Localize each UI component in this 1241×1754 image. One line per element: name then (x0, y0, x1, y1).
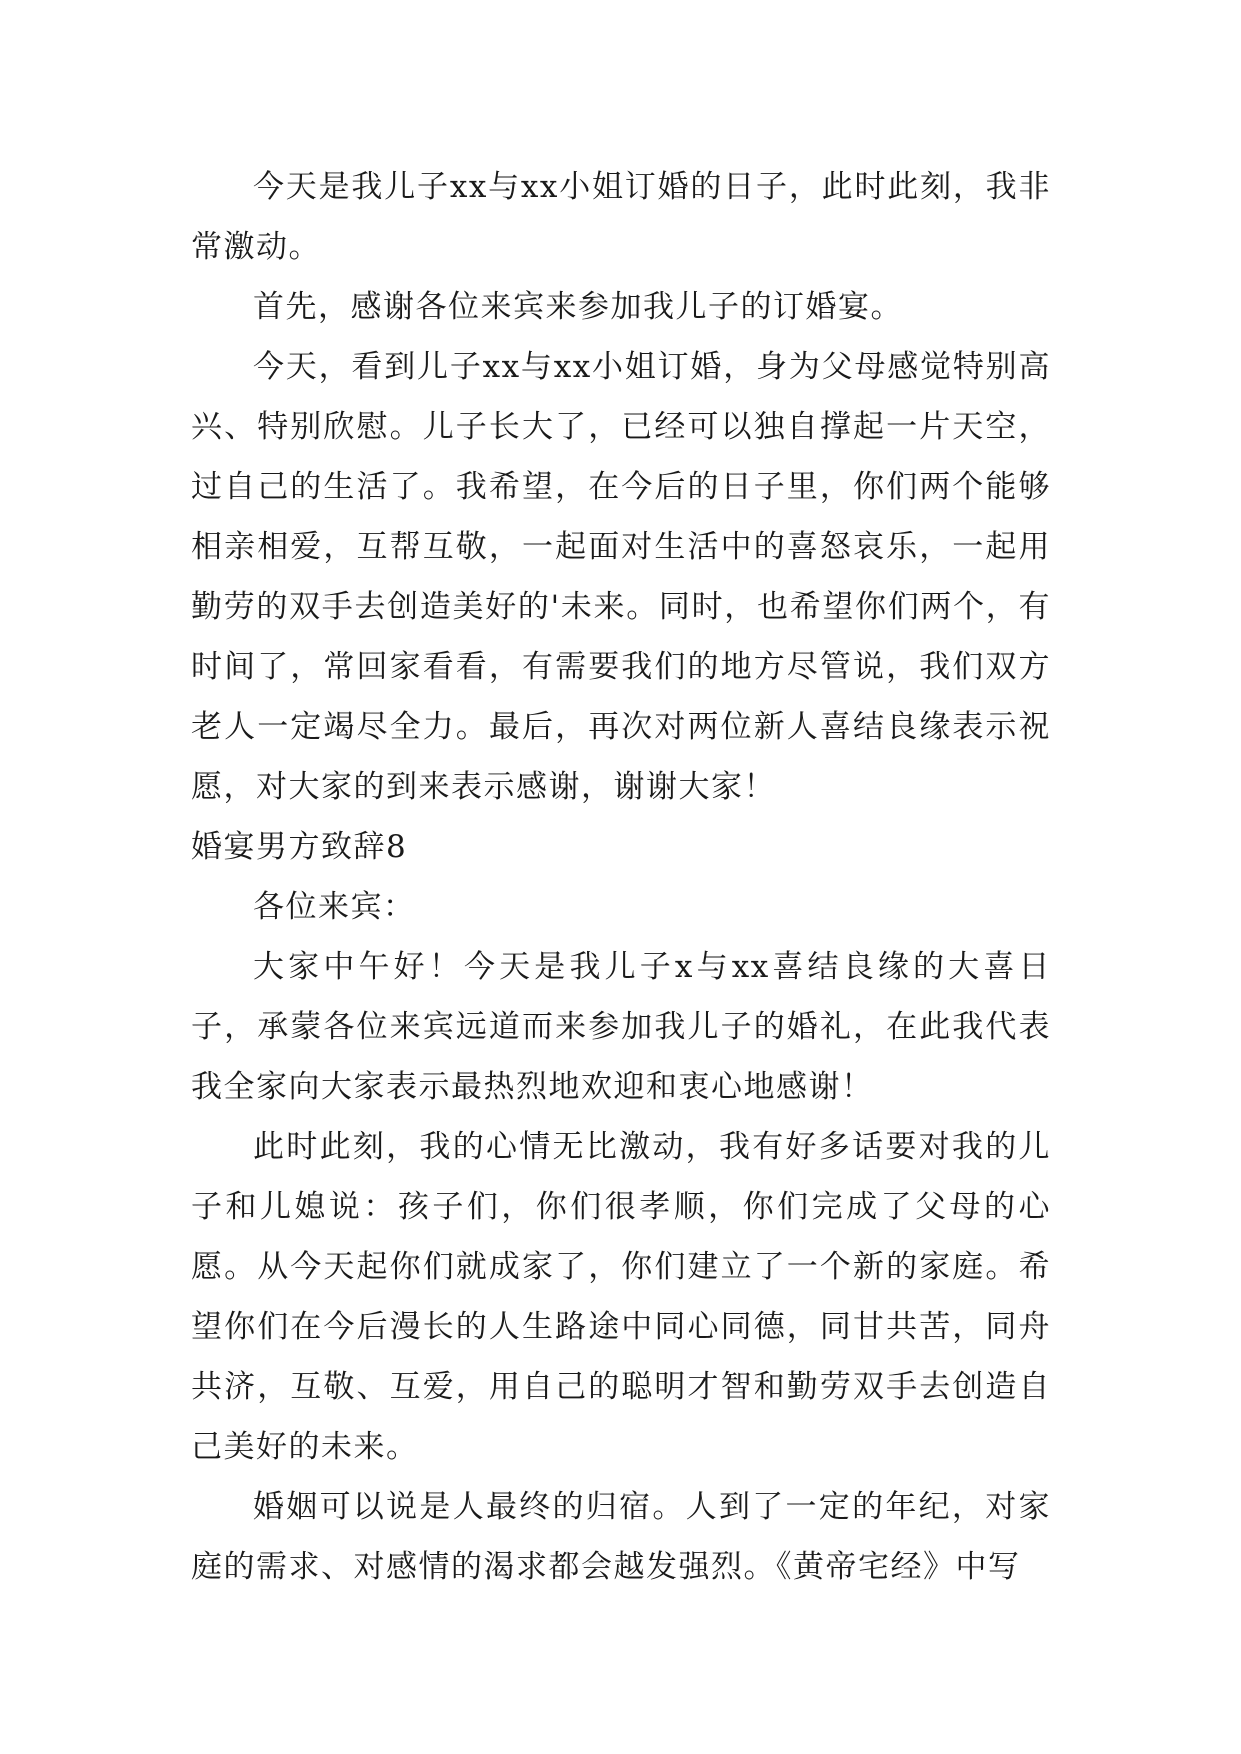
document-body (191, 157, 1051, 1597)
paragraph-message-to-couple: 此时此刻，我的心情无比激动，我有好多话要对我的儿子和儿媳说：孩子们，你们很孝顺，你们完成了父母的心愿。从今天起你们就成家了，你们建立了一个新的家庭。希望你们在今后漫长的人生路途中同心同德，同甘共苦，同舟共济，互敬、互爱，用自己的聪明才智和勤劳双手去创造自己美好的未来。 (191, 1129, 1051, 1465)
paragraph-marriage-reflection: 婚姻可以说是人最终的归宿。人到了一定的年纪，对家庭的需求、对感情的渴求都会越发强烈。《黄帝宅经》中写 (191, 1489, 1051, 1585)
paragraph-welcome: 大家中午好！今天是我儿子x与xx喜结良缘的大喜日子，承蒙各位来宾远道而来参加我儿子的婚礼，在此我代表我全家向大家表示最热烈地欢迎和衷心地感谢！ (191, 949, 1051, 1105)
paragraph-thanks-guests: 首先，感谢各位来宾来参加我儿子的订婚宴。 (253, 289, 903, 325)
section-title: 婚宴男方致辞8 (191, 829, 408, 865)
paragraph-engagement-intro: 今天是我儿子xx与xx小姐订婚的日子，此时此刻，我非常激动。 (191, 169, 1051, 265)
paragraph-salutation: 各位来宾： (253, 889, 416, 925)
paragraph-parents-wishes: 今天，看到儿子xx与xx小姐订婚，身为父母感觉特别高兴、特别欣慰。儿子长大了，已经可以独自撑起一片天空，过自己的生活了。我希望，在今后的日子里，你们两个能够相亲相爱，互帮互敬，一起面对生活中的喜怒哀乐，一起用勤劳的双手去创造美好的'未来。同时，也希望你们两个，有时间了，常回家看看，有需要我们的地方尽管说，我们双方老人一定竭尽全力。最后，再次对两位新人喜结良缘表示祝愿，对大家的到来表示感谢，谢谢大家！ (191, 349, 1051, 805)
